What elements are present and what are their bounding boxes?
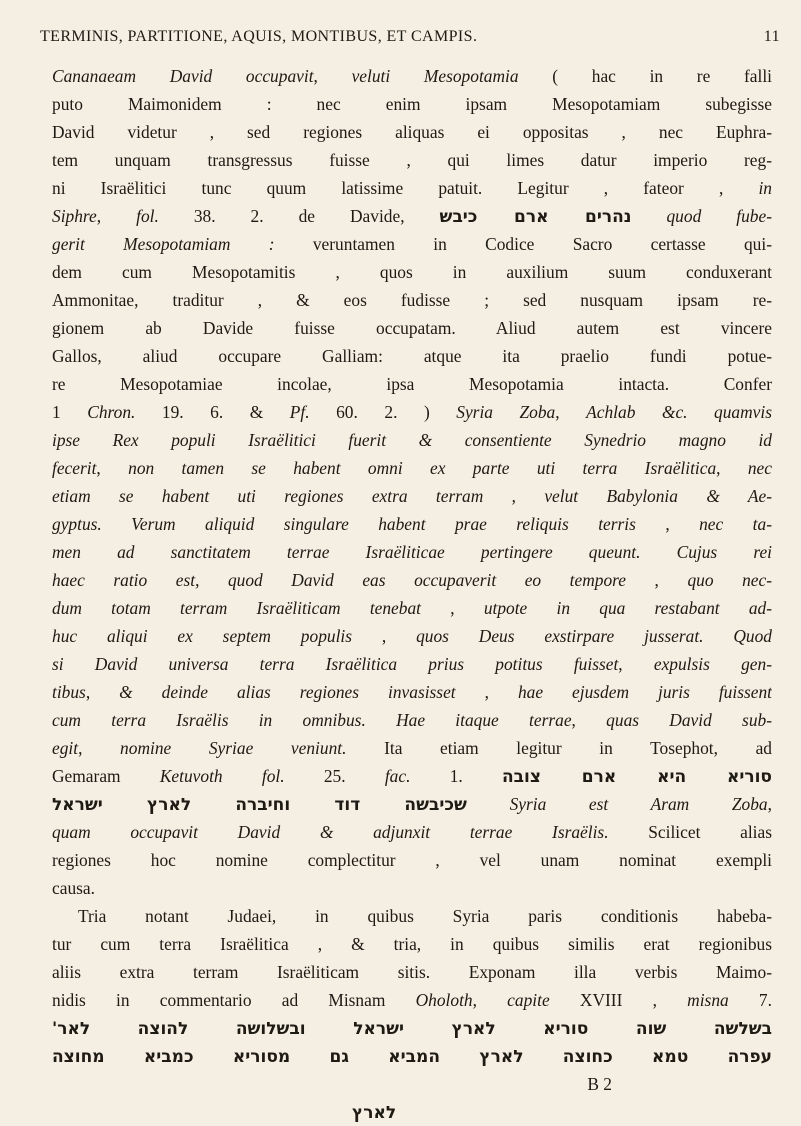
italic-text: cum terra Israëlis in omnibus. Hae itaque terrae [52, 710, 572, 730]
italic-text: & deinde alias regiones invasisset [119, 682, 456, 702]
italic-text: men ad sanctitatem terrae Israëliticae pertingere queunt. Cujus rei [52, 542, 772, 562]
hebrew-text: נהרים ארם כיבש [439, 207, 632, 227]
italic-text: ipse Rex populi Israëlitici fuerit & consentiente Synedrio magno id [52, 430, 772, 450]
text-segment: , [195, 570, 228, 590]
italic-text: expulsis gen- [653, 654, 772, 674]
text-line [52, 258, 772, 286]
text-segment: 38. 2. de Davide, [158, 206, 440, 226]
text-line [52, 482, 772, 510]
text-segment: , [716, 458, 748, 478]
italic-text: etiam se habent uti regiones extra terram [52, 486, 484, 506]
text-segment: Scilicet alias [608, 822, 772, 842]
text-segment: 60. 2. ) [309, 402, 457, 422]
italic-text: Syria Zoba [456, 402, 556, 422]
text-segment: David videtur , sed regiones aliquas ei oppositas , nec Euphra- [52, 122, 772, 142]
text-segment: , [96, 206, 137, 226]
text-segment: puto Maimonidem : nec enim ipsam Mesopotamiam subegisse [52, 94, 772, 114]
hebrew-text: שכיבשה דוד וחיברה לארץ ישראל [52, 795, 467, 815]
text-segment [467, 794, 510, 814]
text-line [52, 118, 772, 146]
italic-text: quos Deus exstirpare jusserat. Quod [416, 626, 772, 646]
text-segment: , [78, 738, 121, 758]
italic-text: misna [687, 990, 729, 1010]
text-segment: , [96, 458, 129, 478]
text-segment: 1. [410, 766, 502, 786]
italic-text: fol. [136, 206, 159, 226]
text-line [52, 174, 772, 202]
text-segment: re Mesopotamiae incolae, ipsa Mesopotamia intacta. Confer [52, 374, 772, 394]
italic-text: quam occupavit David & adjunxit terrae Israëlis. [52, 822, 609, 842]
text-line [52, 650, 772, 678]
text-segment: B 2 [587, 1074, 612, 1094]
text-line [52, 202, 772, 230]
hebrew-text: עפרה טמא כחוצה לארץ המביא גם מסוריא כמביא מחוצה [52, 1047, 772, 1067]
text-line [52, 342, 772, 370]
text-line [52, 874, 772, 902]
italic-text: dum totam terram Israëliticam tenebat [52, 598, 422, 618]
text-segment: dem cum Mesopotamitis , quos in auxilium suum conduxerant [52, 262, 772, 282]
text-segment: , [313, 66, 352, 86]
text-line [52, 314, 772, 342]
italic-text: utpote in qua restabant ad- [483, 598, 772, 618]
text-line [52, 1098, 772, 1126]
italic-text: huc aliqui ex septem populis [52, 626, 353, 646]
text-line [52, 454, 772, 482]
text-segment: XVIII , [549, 990, 688, 1010]
italic-text: Chron. [87, 402, 136, 422]
italic-text: gerit Mesopotamiam : [52, 234, 275, 254]
text-line [52, 986, 772, 1014]
italic-text: velut Babylonia & Ae- [544, 486, 772, 506]
text-line [52, 1042, 772, 1070]
text-line [52, 426, 772, 454]
text-segment: nidis in commentario ad Misnam [52, 990, 416, 1010]
text-segment: 7. [728, 990, 772, 1010]
italic-text: non tamen se habent omni ex parte uti terra Israëlitica [128, 458, 717, 478]
text-line [52, 146, 772, 174]
text-segment: tur cum terra Israëlitica , & tria, in quibus similis erat regionibus [52, 934, 772, 954]
text-line [52, 930, 772, 958]
text-line [52, 958, 772, 986]
body-text [52, 62, 772, 1126]
text-line [52, 538, 772, 566]
text-segment [631, 206, 666, 226]
text-segment: veruntamen in Codice Sacro certasse qui- [274, 234, 772, 254]
text-line [52, 734, 772, 762]
italic-text: fac. [384, 766, 411, 786]
text-segment: Gallos, aliud occupare Galliam: atque ita praelio fundi potue- [52, 346, 772, 366]
text-segment: aliis extra terram Israëliticam sitis. Exponam illa verbis Maimo- [52, 962, 772, 982]
italic-text: Ketuvoth fol. [159, 766, 285, 786]
text-segment: , [85, 682, 120, 702]
running-title: TERMINIS, PARTITIONE, AQUIS, MONTIBUS, ET CAMPIS. [40, 28, 478, 45]
italic-text: egit [52, 738, 79, 758]
text-segment: regiones hoc nomine complectitur , vel unam nominat exempli [52, 850, 772, 870]
text-line [52, 762, 772, 790]
text-segment: , [483, 486, 545, 506]
italic-text: quas David sub- [606, 710, 772, 730]
text-line [52, 90, 772, 118]
hebrew-text: סוריא היא ארם צובה [502, 767, 772, 787]
text-line [52, 230, 772, 258]
text-segment: , [555, 402, 587, 422]
italic-text: nomine Syriae veniunt. [120, 738, 347, 758]
italic-text: Achlab &c. quamvis [586, 402, 772, 422]
text-line [52, 398, 772, 426]
italic-text: nec ta- [699, 514, 772, 534]
text-line [52, 1070, 772, 1098]
italic-text: quo nec- [687, 570, 772, 590]
text-segment: , [626, 570, 688, 590]
text-line [52, 286, 772, 314]
text-segment: , [352, 626, 417, 646]
text-segment: Ammonitae, traditur , & eos fudisse ; sed nusquam ipsam re- [52, 290, 772, 310]
text-segment: ni Israëlitici tunc quum latissime patuit. Legitur , fateor , [52, 178, 759, 198]
text-segment: Gemaram [52, 766, 160, 786]
text-line [52, 566, 772, 594]
text-segment: , [571, 710, 607, 730]
italic-text: capite [507, 990, 550, 1010]
italic-text: quod David eas occupaverit eo tempore [227, 570, 626, 590]
text-segment: Ita etiam legitur in Tosephot, ad [346, 738, 772, 758]
text-segment: causa. [52, 878, 95, 898]
text-line [52, 594, 772, 622]
text-segment: , [635, 514, 700, 534]
text-segment: ( hac in re falli [518, 66, 772, 86]
running-header [40, 28, 780, 52]
italic-text: hae ejusdem juris fuissent [517, 682, 772, 702]
text-line [52, 370, 772, 398]
italic-text: fecerit [52, 458, 97, 478]
text-line [52, 818, 772, 846]
hebrew-text: בשלשה שוה סוריא לארץ ישראל ובשלושה להוצה לאר' [52, 1019, 772, 1039]
text-line [52, 706, 772, 734]
italic-text: Pf. [289, 402, 310, 422]
text-segment: 1 [52, 402, 88, 422]
text-segment: , [455, 682, 518, 702]
italic-text: Oholoth [415, 990, 473, 1010]
text-line [52, 790, 772, 818]
italic-text: quod fube- [666, 206, 772, 226]
italic-text: si David universa terra Israëlitica prius potitus fuisset [52, 654, 619, 674]
text-segment: , [421, 598, 484, 618]
text-segment: 25. [284, 766, 385, 786]
text-segment: Tria notant Judaei, in quibus Syria paris conditionis habeba- [78, 906, 772, 926]
text-line [52, 678, 772, 706]
italic-text: tibus [52, 682, 86, 702]
text-segment: 19. 6. & [135, 402, 290, 422]
text-line [52, 1014, 772, 1042]
italic-text: nec [747, 458, 772, 478]
text-line [52, 510, 772, 538]
italic-text: Siphre [52, 206, 97, 226]
text-segment: , [767, 794, 772, 814]
text-line [52, 62, 772, 90]
italic-text: Syria est Aram Zoba [509, 794, 768, 814]
italic-text: in [758, 178, 772, 198]
italic-text: gyptus. Verum aliquid singulare habent prae reliquis terris [52, 514, 636, 534]
text-segment: , [472, 990, 508, 1010]
text-line [52, 846, 772, 874]
text-segment: , [618, 654, 654, 674]
italic-text: veluti Mesopotamia [351, 66, 519, 86]
text-line [52, 622, 772, 650]
page-number: 11 [763, 28, 780, 45]
hebrew-text: לארץ [352, 1103, 397, 1123]
text-line [52, 902, 772, 930]
text-segment: gionem ab Davide fuisse occupatam. Aliud autem est vincere [52, 318, 772, 338]
italic-text: Cananaeam David occupavit [52, 66, 314, 86]
italic-text: haec ratio est [52, 570, 196, 590]
text-segment: tem unquam transgressus fuisse , qui limes datur imperio reg- [52, 150, 772, 170]
